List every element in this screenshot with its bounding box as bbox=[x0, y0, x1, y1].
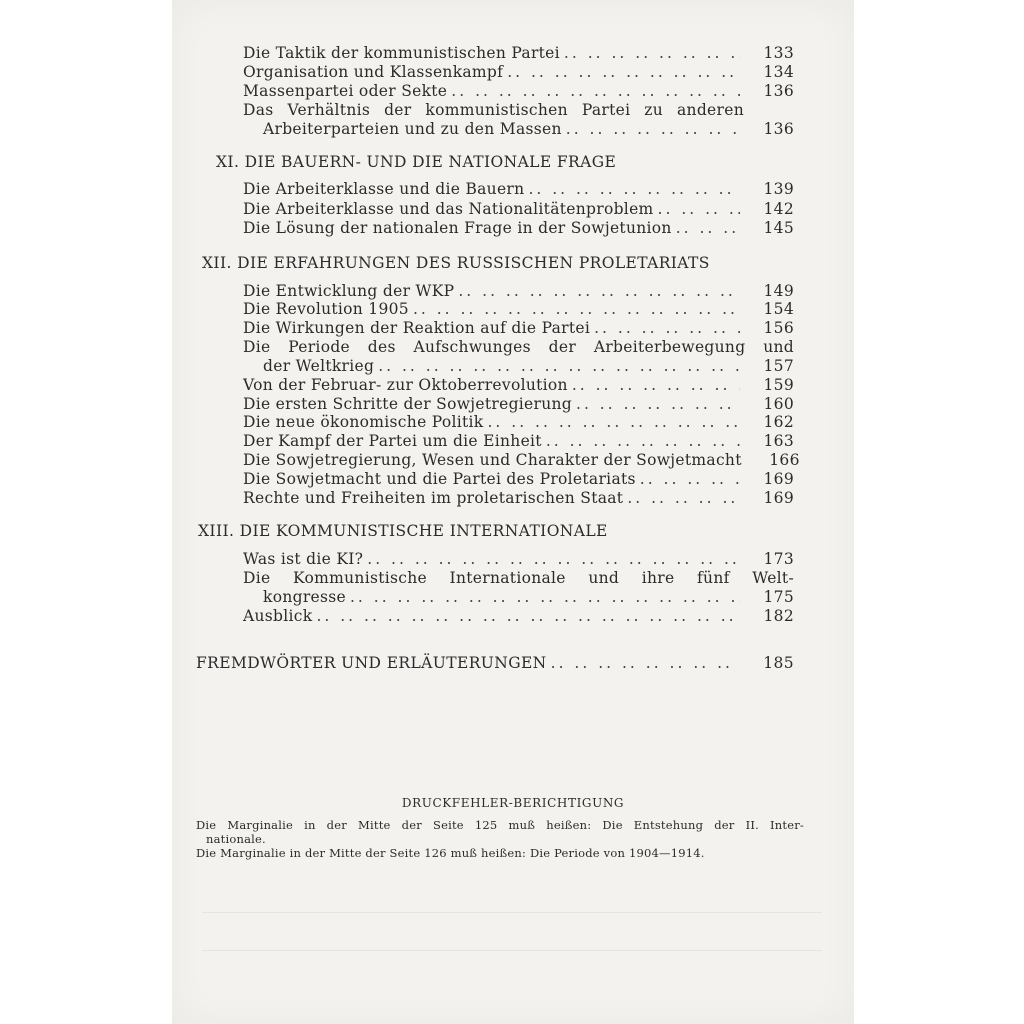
page-number: 160 bbox=[763, 395, 794, 413]
toc-entry: Massenpartei oder Sekte .. .. 136 bbox=[243, 82, 794, 101]
divider bbox=[202, 912, 822, 913]
toc-entry: Die ersten Schritte der Sowjetregierung .. .. 160 bbox=[243, 395, 794, 414]
toc-entry: Die neue ökonomische Politik .. .. 162 bbox=[243, 413, 794, 432]
chapter-heading: XIII. DIE KOMMUNISTISCHE INTERNATIONALE bbox=[198, 522, 608, 540]
page-number: 163 bbox=[763, 432, 794, 450]
toc-entry: Der Kampf der Partei um die Einheit .. .. 163 bbox=[243, 432, 794, 451]
toc-entry: Das Verhältnis der kommunistischen Partei zu anderen Arbeiterparteien und zu den Massen .. .. 136 bbox=[243, 101, 794, 139]
toc-entry: Von der Februar- zur Oktoberrevolution .. .. 159 bbox=[243, 376, 794, 395]
page-number: 145 bbox=[763, 219, 794, 237]
page-number: 162 bbox=[763, 413, 794, 431]
chapter-heading: XI. DIE BAUERN- UND DIE NATIONALE FRAGE bbox=[216, 153, 617, 171]
toc-entry: Die Periode des Aufschwunges der Arbeiterbewegung und der Weltkrieg .. .. 157 bbox=[243, 338, 794, 376]
toc-entry: Die Lösung der nationalen Frage in der Sowjetunion .. .. 145 bbox=[243, 219, 794, 238]
table-of-contents bbox=[172, 0, 854, 1024]
page-number: 182 bbox=[763, 607, 794, 625]
page-number: 154 bbox=[763, 300, 794, 318]
page-number: 157 bbox=[763, 357, 794, 375]
page-number: 136 bbox=[763, 120, 794, 138]
page-number: 185 bbox=[763, 654, 794, 672]
toc-entry: Die Arbeiterklasse und die Bauern .. .. 139 bbox=[243, 180, 794, 199]
page-number: 139 bbox=[763, 180, 794, 198]
toc-entry: Organisation und Klassenkampf .. .. 134 bbox=[243, 63, 794, 82]
toc-entry: Die Sowjetmacht und die Partei des Proletariats .. .. 169 bbox=[243, 470, 794, 489]
toc-entry: Die Arbeiterklasse und das Nationalitätenproblem .. .. 142 bbox=[243, 200, 794, 219]
errata-text: Die Marginalie in der Mitte der Seite 125 muß heißen: Die Entstehung der II. Inter- nationale. Die Marginalie in der Mitte der Seite 126 muß heißen: Die Periode von 1904—1914. bbox=[196, 818, 804, 860]
page-number: 173 bbox=[763, 550, 794, 568]
toc-entry: Rechte und Freiheiten im proletarischen Staat .. .. 169 bbox=[243, 489, 794, 508]
toc-entry: Die Kommunistische Internationale und ihre fünf Welt- kongresse .. .. 175 bbox=[243, 569, 794, 607]
page-number: 175 bbox=[763, 588, 794, 606]
page-number: 136 bbox=[763, 82, 794, 100]
toc-entry: Was ist die KI? .. .. 173 bbox=[243, 550, 794, 569]
page-number: 149 bbox=[763, 282, 794, 300]
page-number: 169 bbox=[763, 489, 794, 507]
toc-entry: Die Entwicklung der WKP .. .. 149 bbox=[243, 282, 794, 301]
page-number: 133 bbox=[763, 44, 794, 62]
appendix-entry: FREMDWÖRTER UND ERLÄUTERUNGEN .. .. 185 bbox=[196, 654, 794, 672]
page-number: 134 bbox=[763, 63, 794, 81]
toc-entry: Die Wirkungen der Reaktion auf die Partei .. .. 156 bbox=[243, 319, 794, 338]
divider bbox=[202, 950, 822, 951]
page-number: 142 bbox=[763, 200, 794, 218]
book-page bbox=[172, 0, 854, 1024]
toc-entry: Die Revolution 1905 .. .. 154 bbox=[243, 300, 794, 319]
page-number: 169 bbox=[763, 470, 794, 488]
errata-title: DRUCKFEHLER-BERICHTIGUNG bbox=[401, 796, 625, 810]
page-number: 166 bbox=[769, 451, 800, 469]
page-number: 159 bbox=[763, 376, 794, 394]
toc-entry: Ausblick .. .. 182 bbox=[243, 607, 794, 626]
page-number: 156 bbox=[763, 319, 794, 337]
chapter-heading: XII. DIE ERFAHRUNGEN DES RUSSISCHEN PROLETARIATS bbox=[202, 254, 710, 272]
toc-entry: Die Sowjetregierung, Wesen und Charakter der Sowjetmacht 166 bbox=[243, 451, 800, 469]
toc-entry: Die Taktik der kommunistischen Partei .. .. 133 bbox=[243, 44, 794, 63]
